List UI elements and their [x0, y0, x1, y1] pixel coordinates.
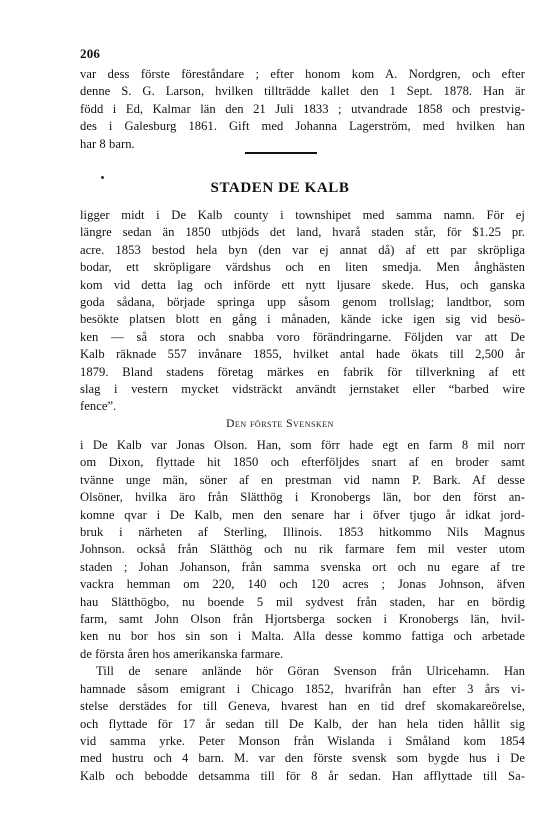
text-line: kom vid detta lag och införde ett nytt ljusare skede. Hus, och ganska: [80, 277, 525, 292]
section-divider: [245, 152, 317, 154]
text-line: var dess förste föreståndare ; efter honom kom A. Nordgren, och efter: [80, 67, 525, 81]
text-line: om Dixon, flyttade hit 1850 och efterföljdes snart af en broder samt: [80, 455, 525, 470]
text-line: Till de senare anlände hör Göran Svenson från Ulricehamn. Han: [96, 664, 525, 679]
text-line: farm, samt John Olson från Hjortsberga socken i Kronobergs län, hvil-: [80, 612, 525, 627]
text-line: Kalb räknade 557 invånare 1855, hvilket antal hade ökats till 2,500 år: [80, 347, 525, 362]
print-speck: [101, 176, 104, 179]
text-line: i De Kalb var Jonas Olson. Han, som förr hade egt en farm 8 mil norr: [80, 438, 525, 452]
text-line: komne qvar i De Kalb, men den senare har i öfver tjugo år idkat jord-: [80, 507, 525, 522]
section-heading: STADEN DE KALB: [210, 180, 350, 196]
text-line: vid samma yrke. Peter Monson från Wislanda i Småland kom 1854: [80, 733, 525, 748]
text-line: des i Galesburg 1861. Gift med Johanna Lagerström, med hvilken han: [80, 119, 525, 134]
text-line: fence”.: [80, 399, 117, 414]
text-line: med hustru och 4 barn. M. var den förste svensk som bygde hus i De: [80, 751, 525, 766]
text-line: Olsöner, hvilka äro från Slätthög i Kronobergs län, bor den först an-: [80, 490, 525, 505]
text-line: vackra hemman om 220, 140 och 120 acres ; Jonas Johnson, äfven: [80, 577, 525, 592]
text-line: acre. 1853 bestod hela byn (den var ej annat då) af ett par skröpliga: [80, 242, 525, 257]
text-line: slag i vestern mycket vidsträckt användt jernstaket eller “barbed wire: [80, 382, 525, 397]
text-line: bodar, ett skröpligare värdshus och en liten smedja. Men ånghästen: [80, 260, 525, 275]
text-line: denne S. G. Larson, hvilken tillträdde kallet den 1 Sept. 1878. Han är: [80, 84, 525, 99]
text-line: tvänne unge män, söner af en prestman vid namn P. Bark. Af desse: [80, 472, 525, 487]
text-line: har 8 barn.: [80, 136, 135, 151]
intro-paragraph: [80, 66, 525, 153]
text-line: 1879. Bland stadens företag märkes en fabrik för tillverkning af ett: [80, 364, 525, 379]
text-line: stelse derstädes for till Geneva, hvarest han en tid dref skomakareörelse,: [80, 699, 525, 714]
text-line: de första åren hos amerikanska farmare.: [80, 646, 284, 661]
paragraph-de-kalb: [80, 207, 525, 416]
text-line: hamnade såsom emigrant i Chicago 1852, hvarifrån han efter 3 års vi-: [80, 681, 525, 696]
text-line: hau Slätthögbo, nu boende 5 mil sydvest från staden, har en bördig: [80, 594, 525, 609]
text-line: längre sedan än 1850 utbjöds det land, hvarå staden står, för $1.25 pr.: [80, 225, 525, 240]
paragraph-forste-svensken: [80, 437, 525, 785]
subheading: Den förste Svensken: [226, 418, 334, 430]
text-line: bruk i närheten af Sterling, Illinois. 1853 hitkommo Nils Magnus: [80, 525, 525, 540]
text-line: ken nu bor hos sin son i Malta. Alla desse kommo fattiga och arbetade: [80, 629, 525, 644]
text-line: ken — så stora och snabba voro förändringarne. Följden var att De: [80, 329, 525, 344]
text-line: Kalb och bebodde detsamma till för 8 år sedan. Han afflyttade till Sa-: [80, 768, 525, 783]
text-line: ligger midt i De Kalb county i townshipet med samma namn. För ej: [80, 208, 525, 222]
text-line: goda sådana, började springa upp såsom genom trollslag; landtbor, som: [80, 295, 525, 310]
text-line: besökte platsen blott en gång i månaden, kände icke igen sig vid besö-: [80, 312, 525, 327]
text-line: staden ; Johan Johanson, från samma svenska ort och nu egare af tre: [80, 559, 525, 574]
page-number: 206: [80, 46, 101, 61]
text-line: och flyttade för 17 år sedan till De Kalb, der han hela tiden hållit sig: [80, 716, 525, 731]
text-line: född i Ed, Kalmar län den 21 Juli 1833 ; utvandrade 1858 och prestvig-: [80, 101, 525, 116]
text-line: Johnson. också från Slätthög och nu rik farmare fem mil vester utom: [80, 542, 525, 557]
